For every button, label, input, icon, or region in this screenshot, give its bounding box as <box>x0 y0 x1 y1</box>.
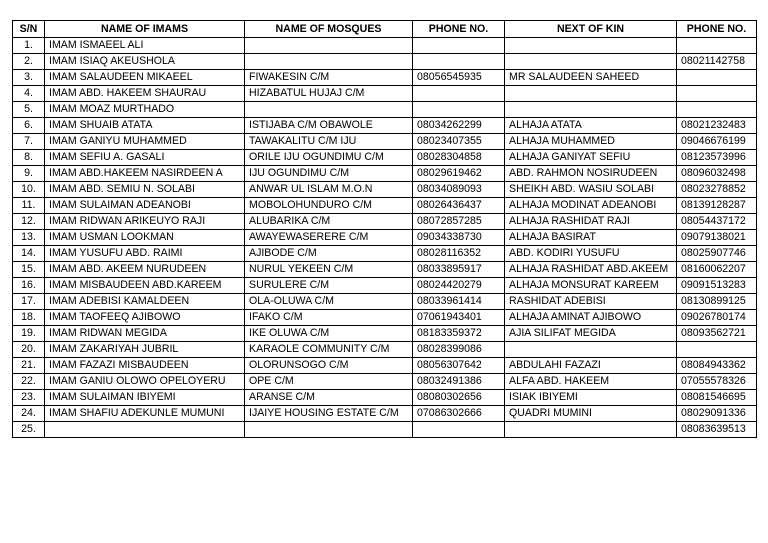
table-row <box>13 134 757 150</box>
cell-kin-phone <box>677 86 757 102</box>
header-mosque-name: NAME OF MOSQUES <box>245 21 413 38</box>
cell-sn: 1. <box>13 38 45 54</box>
table-row <box>13 38 757 54</box>
table-row <box>13 422 757 438</box>
cell-next-of-kin: QUADRI MUMINI <box>505 406 677 422</box>
cell-imam-phone <box>413 86 505 102</box>
cell-imam-name: IMAM ADEBISI KAMALDEEN <box>45 294 245 310</box>
cell-imam-phone: 08080302656 <box>413 390 505 406</box>
cell-imam-name: IMAM RIDWAN ARIKEUYO RAJI <box>45 214 245 230</box>
cell-kin-phone: 08093562721 <box>677 326 757 342</box>
table-row <box>13 86 757 102</box>
cell-next-of-kin: ALHAJA ATATA <box>505 118 677 134</box>
cell-sn: 15. <box>13 262 45 278</box>
cell-imam-phone: 08028116352 <box>413 246 505 262</box>
cell-imam-phone: 08028399086 <box>413 342 505 358</box>
cell-mosque-name: SURULERE C/M <box>245 278 413 294</box>
cell-sn: 20. <box>13 342 45 358</box>
cell-imam-name: IMAM SULAIMAN IBIYEMI <box>45 390 245 406</box>
cell-mosque-name: ARANSE C/M <box>245 390 413 406</box>
cell-imam-phone: 08183359372 <box>413 326 505 342</box>
cell-next-of-kin: ALHAJA BASIRAT <box>505 230 677 246</box>
imams-table <box>12 20 757 438</box>
cell-mosque-name: AJIBODE C/M <box>245 246 413 262</box>
cell-kin-phone: 08025907746 <box>677 246 757 262</box>
cell-imam-name: IMAM ABD.HAKEEM NASIRDEEN A <box>45 166 245 182</box>
cell-imam-phone: 08033895917 <box>413 262 505 278</box>
header-sn: S/N <box>13 21 45 38</box>
cell-imam-phone: 08033961414 <box>413 294 505 310</box>
cell-kin-phone: 08160062207 <box>677 262 757 278</box>
header-row <box>13 21 757 38</box>
cell-imam-phone: 08029619462 <box>413 166 505 182</box>
cell-sn: 2. <box>13 54 45 70</box>
table-row <box>13 166 757 182</box>
cell-mosque-name: ALUBARIKA C/M <box>245 214 413 230</box>
cell-imam-phone <box>413 38 505 54</box>
cell-mosque-name: IFAKO C/M <box>245 310 413 326</box>
cell-imam-phone: 08023407355 <box>413 134 505 150</box>
cell-kin-phone: 08021232483 <box>677 118 757 134</box>
cell-kin-phone: 09026780174 <box>677 310 757 326</box>
cell-sn: 18. <box>13 310 45 326</box>
cell-mosque-name: OLA-OLUWA C/M <box>245 294 413 310</box>
table-row <box>13 102 757 118</box>
cell-imam-phone <box>413 54 505 70</box>
cell-kin-phone <box>677 38 757 54</box>
cell-mosque-name <box>245 54 413 70</box>
cell-kin-phone: 08083639513 <box>677 422 757 438</box>
cell-imam-phone: 08028304858 <box>413 150 505 166</box>
cell-imam-name: IMAM ZAKARIYAH JUBRIL <box>45 342 245 358</box>
cell-imam-name: IMAM ISMAEEL ALI <box>45 38 245 54</box>
cell-next-of-kin: ALHAJA GANIYAT SEFIU <box>505 150 677 166</box>
cell-imam-name: IMAM GANIU OLOWO OPELOYERU <box>45 374 245 390</box>
cell-kin-phone <box>677 102 757 118</box>
header-kin-phone: PHONE NO. <box>677 21 757 38</box>
cell-imam-phone <box>413 422 505 438</box>
cell-mosque-name: AWAYEWASERERE C/M <box>245 230 413 246</box>
cell-next-of-kin: ALHAJA RASHIDAT ABD.AKEEM <box>505 262 677 278</box>
cell-kin-phone: 08021142758 <box>677 54 757 70</box>
cell-next-of-kin <box>505 86 677 102</box>
cell-imam-phone: 08032491386 <box>413 374 505 390</box>
header-imam-name: NAME OF IMAMS <box>45 21 245 38</box>
table-row <box>13 326 757 342</box>
cell-sn: 17. <box>13 294 45 310</box>
cell-imam-phone: 08034262299 <box>413 118 505 134</box>
table-row <box>13 246 757 262</box>
cell-sn: 19. <box>13 326 45 342</box>
cell-mosque-name: IJAIYE HOUSING ESTATE C/M <box>245 406 413 422</box>
cell-imam-name: IMAM RIDWAN MEGIDA <box>45 326 245 342</box>
cell-imam-phone: 08056545935 <box>413 70 505 86</box>
table-row <box>13 70 757 86</box>
cell-imam-phone: 07086302666 <box>413 406 505 422</box>
table-row <box>13 390 757 406</box>
cell-sn: 12. <box>13 214 45 230</box>
table-row <box>13 182 757 198</box>
cell-mosque-name: OLORUNSOGO C/M <box>245 358 413 374</box>
cell-imam-phone: 08056307642 <box>413 358 505 374</box>
cell-mosque-name: NURUL YEKEEN C/M <box>245 262 413 278</box>
cell-imam-name: IMAM ISIAQ AKEUSHOLA <box>45 54 245 70</box>
cell-imam-name: IMAM GANIYU MUHAMMED <box>45 134 245 150</box>
cell-imam-name: IMAM SEFIU A. GASALI <box>45 150 245 166</box>
table-body <box>13 38 757 438</box>
cell-next-of-kin: ISIAK IBIYEMI <box>505 390 677 406</box>
cell-mosque-name: KARAOLE COMMUNITY C/M <box>245 342 413 358</box>
cell-next-of-kin: ALHAJA AMINAT AJIBOWO <box>505 310 677 326</box>
cell-kin-phone: 08029091336 <box>677 406 757 422</box>
cell-sn: 6. <box>13 118 45 134</box>
cell-next-of-kin <box>505 54 677 70</box>
cell-next-of-kin: ALHAJA MODINAT ADEANOBI <box>505 198 677 214</box>
table-row <box>13 118 757 134</box>
cell-next-of-kin: ALHAJA MUHAMMED <box>505 134 677 150</box>
cell-next-of-kin <box>505 38 677 54</box>
cell-kin-phone: 08096032498 <box>677 166 757 182</box>
cell-imam-phone: 08072857285 <box>413 214 505 230</box>
cell-next-of-kin <box>505 342 677 358</box>
table-row <box>13 150 757 166</box>
cell-kin-phone: 08130899125 <box>677 294 757 310</box>
table-row <box>13 54 757 70</box>
cell-imam-name: IMAM USMAN LOOKMAN <box>45 230 245 246</box>
cell-next-of-kin: ABDULAHI FAZAZI <box>505 358 677 374</box>
cell-kin-phone <box>677 70 757 86</box>
cell-kin-phone: 09091513283 <box>677 278 757 294</box>
cell-kin-phone: 09079138021 <box>677 230 757 246</box>
cell-mosque-name: HIZABATUL HUJAJ C/M <box>245 86 413 102</box>
cell-sn: 3. <box>13 70 45 86</box>
cell-next-of-kin: ALFA ABD. HAKEEM <box>505 374 677 390</box>
cell-mosque-name: OPE C/M <box>245 374 413 390</box>
cell-imam-name: IMAM SALAUDEEN MIKAEEL <box>45 70 245 86</box>
header-imam-phone: PHONE NO. <box>413 21 505 38</box>
cell-imam-phone: 07061943401 <box>413 310 505 326</box>
cell-imam-name: IMAM YUSUFU ABD. RAIMI <box>45 246 245 262</box>
cell-sn: 21. <box>13 358 45 374</box>
cell-next-of-kin: ALHAJA RASHIDAT RAJI <box>505 214 677 230</box>
cell-next-of-kin: ALHAJA MONSURAT KAREEM <box>505 278 677 294</box>
cell-next-of-kin: MR SALAUDEEN SAHEED <box>505 70 677 86</box>
cell-imam-name <box>45 422 245 438</box>
cell-imam-name: IMAM ABD. HAKEEM SHAURAU <box>45 86 245 102</box>
table-row <box>13 294 757 310</box>
cell-imam-phone: 08026436437 <box>413 198 505 214</box>
cell-sn: 5. <box>13 102 45 118</box>
cell-kin-phone: 07055578326 <box>677 374 757 390</box>
cell-sn: 11. <box>13 198 45 214</box>
cell-sn: 8. <box>13 150 45 166</box>
cell-sn: 16. <box>13 278 45 294</box>
cell-sn: 10. <box>13 182 45 198</box>
table-row <box>13 214 757 230</box>
cell-imam-name: IMAM MISBAUDEEN ABD.KAREEM <box>45 278 245 294</box>
cell-next-of-kin: SHEIKH ABD. WASIU SOLABI <box>505 182 677 198</box>
cell-sn: 23. <box>13 390 45 406</box>
table-row <box>13 230 757 246</box>
cell-kin-phone: 08023278852 <box>677 182 757 198</box>
cell-imam-name: IMAM ABD. SEMIU N. SOLABI <box>45 182 245 198</box>
cell-kin-phone: 08139128287 <box>677 198 757 214</box>
cell-next-of-kin: RASHIDAT ADEBISI <box>505 294 677 310</box>
cell-sn: 24. <box>13 406 45 422</box>
cell-sn: 7. <box>13 134 45 150</box>
cell-imam-name: IMAM FAZAZI MISBAUDEEN <box>45 358 245 374</box>
cell-mosque-name: IKE OLUWA C/M <box>245 326 413 342</box>
cell-sn: 25. <box>13 422 45 438</box>
table-row <box>13 278 757 294</box>
table-row <box>13 342 757 358</box>
cell-imam-name: IMAM TAOFEEQ AJIBOWO <box>45 310 245 326</box>
table-row <box>13 310 757 326</box>
cell-kin-phone: 08081546695 <box>677 390 757 406</box>
cell-kin-phone: 08084943362 <box>677 358 757 374</box>
cell-imam-name: IMAM SHAFIU ADEKUNLE MUMUNI <box>45 406 245 422</box>
cell-mosque-name: TAWAKALITU C/M IJU <box>245 134 413 150</box>
cell-kin-phone: 08054437172 <box>677 214 757 230</box>
cell-sn: 4. <box>13 86 45 102</box>
table-row <box>13 358 757 374</box>
cell-imam-phone: 08034089093 <box>413 182 505 198</box>
cell-next-of-kin <box>505 422 677 438</box>
cell-next-of-kin: ABD. KODIRI YUSUFU <box>505 246 677 262</box>
cell-sn: 22. <box>13 374 45 390</box>
cell-next-of-kin <box>505 102 677 118</box>
cell-kin-phone: 08123573996 <box>677 150 757 166</box>
cell-imam-phone: 08024420279 <box>413 278 505 294</box>
cell-mosque-name <box>245 102 413 118</box>
cell-kin-phone <box>677 342 757 358</box>
cell-kin-phone: 09046676199 <box>677 134 757 150</box>
cell-sn: 14. <box>13 246 45 262</box>
cell-mosque-name: IJU OGUNDIMU C/M <box>245 166 413 182</box>
cell-mosque-name <box>245 422 413 438</box>
cell-imam-phone <box>413 102 505 118</box>
cell-next-of-kin: ABD. RAHMON NOSIRUDEEN <box>505 166 677 182</box>
cell-mosque-name: ORILE IJU OGUNDIMU C/M <box>245 150 413 166</box>
table-row <box>13 406 757 422</box>
table-row <box>13 198 757 214</box>
cell-imam-phone: 09034338730 <box>413 230 505 246</box>
cell-sn: 13. <box>13 230 45 246</box>
header-next-of-kin: NEXT OF KIN <box>505 21 677 38</box>
cell-mosque-name: ANWAR UL ISLAM M.O.N <box>245 182 413 198</box>
cell-mosque-name: FIWAKESIN C/M <box>245 70 413 86</box>
cell-mosque-name: ISTIJABA C/M OBAWOLE <box>245 118 413 134</box>
table-row <box>13 262 757 278</box>
table-row <box>13 374 757 390</box>
cell-imam-name: IMAM ABD. AKEEM NURUDEEN <box>45 262 245 278</box>
cell-mosque-name: MOBOLOHUNDURO C/M <box>245 198 413 214</box>
cell-imam-name: IMAM MOAZ MURTHADO <box>45 102 245 118</box>
cell-sn: 9. <box>13 166 45 182</box>
cell-next-of-kin: AJIA SILIFAT MEGIDA <box>505 326 677 342</box>
cell-imam-name: IMAM SULAIMAN ADEANOBI <box>45 198 245 214</box>
cell-mosque-name <box>245 38 413 54</box>
cell-imam-name: IMAM SHUAIB ATATA <box>45 118 245 134</box>
